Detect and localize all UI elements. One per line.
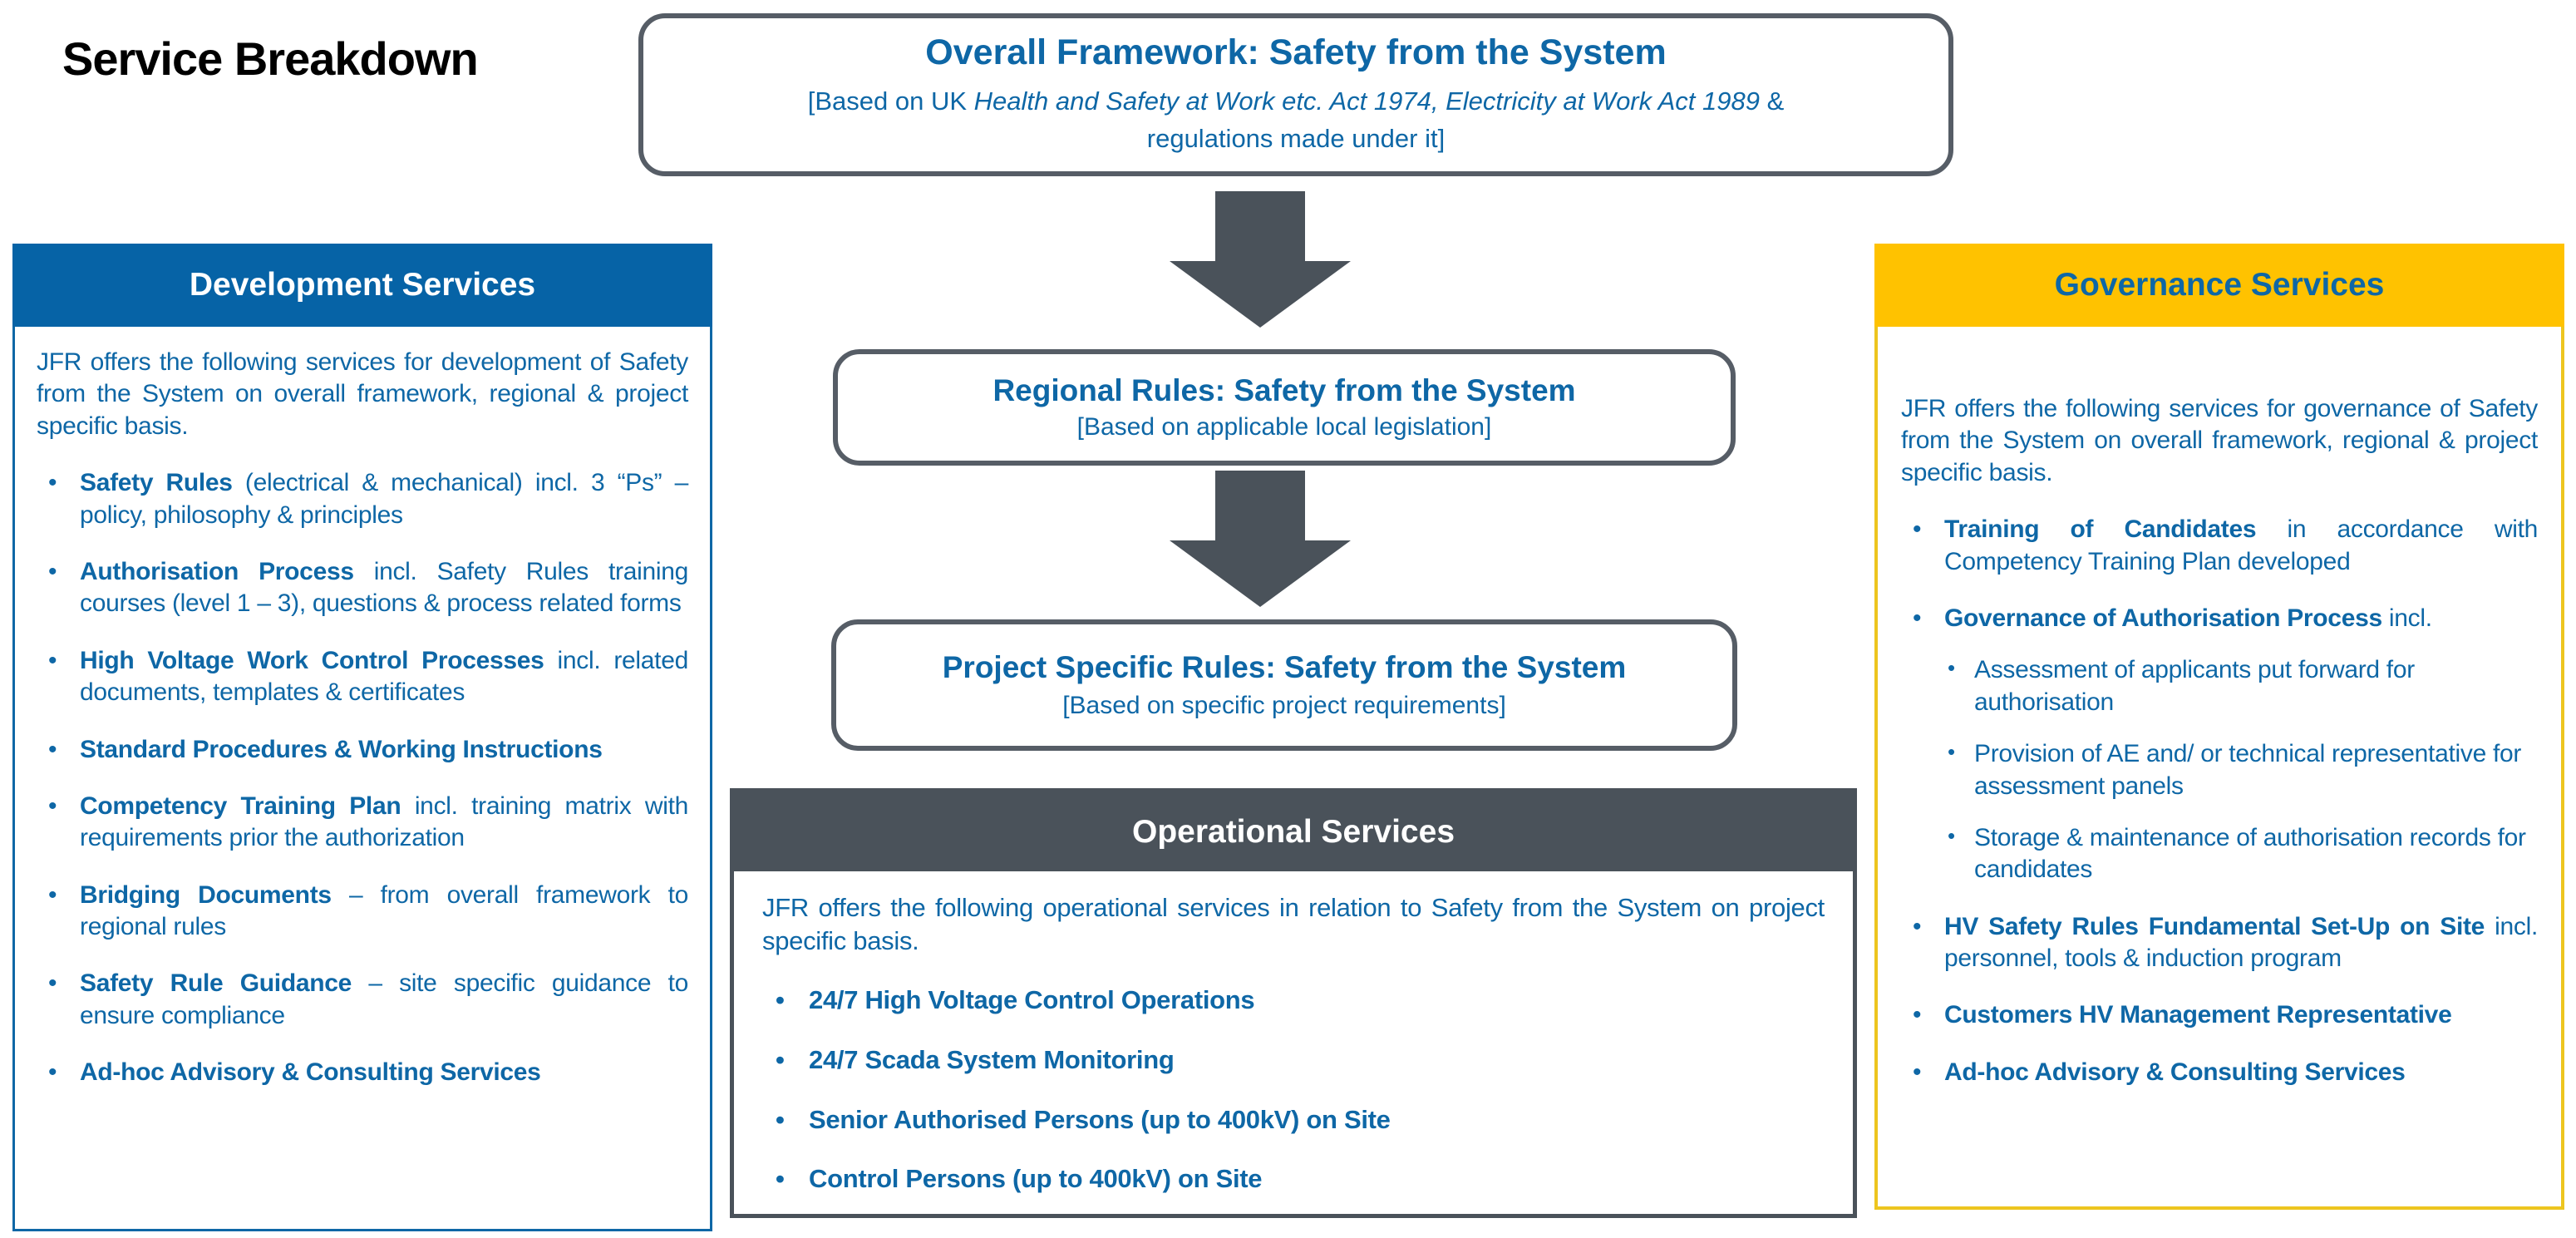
- bullet-rest-text: (electrical & mechanical) incl. 3 “Ps” – policy, philosophy & principles: [80, 469, 688, 529]
- list-item: [762, 984, 1825, 1017]
- list-item: [1901, 514, 2538, 578]
- bullet-rest-text: incl. Safety Rules training courses (level 1 – 3), questions & process related forms: [80, 557, 688, 618]
- project-specific-rules-subtitle: [Based on specific project requirements]: [1062, 692, 1506, 719]
- sub-bullet-text: Storage & maintenance of authorisation records for candidates: [1974, 823, 2526, 884]
- development-bullet-list: [37, 467, 688, 1088]
- bullet-rest-text: incl. training matrix with requirements prior the authorization: [80, 792, 689, 852]
- sub-bullet-text: Provision of AE and/ or technical representative for assessment panels: [1974, 740, 2522, 800]
- page-title: Service Breakdown: [62, 32, 478, 85]
- project-specific-rules-title: Project Specific Rules: Safety from the System: [942, 650, 1627, 684]
- subtitle-amp: &: [1759, 86, 1785, 116]
- governance-sub-list: [1944, 654, 2538, 885]
- list-item: [1944, 654, 2538, 718]
- bullet-lead-text: Customers HV Management Representative: [1944, 1001, 2452, 1029]
- overall-framework-box: [638, 13, 1953, 176]
- subtitle-line2: regulations made under it]: [1146, 123, 1446, 153]
- list-item: [1944, 738, 2538, 802]
- bullet-lead-text: Governance of Authorisation Process: [1944, 604, 2382, 632]
- list-item: [1901, 603, 2538, 886]
- development-intro: JFR offers the following services for development of Safety from the System on overall framework, regional & project specific basis.: [37, 348, 688, 440]
- list-item: [37, 791, 688, 855]
- bullet-lead-text: Safety Rule Guidance: [80, 969, 352, 998]
- bullet-lead-text: Authorisation Process: [80, 557, 354, 585]
- governance-services-header: Governance Services: [1874, 244, 2564, 327]
- regional-rules-box: [833, 349, 1736, 466]
- down-arrow-icon: [1170, 471, 1351, 607]
- bullet-lead-text: 24/7 Scada System Monitoring: [809, 1045, 1175, 1075]
- governance-services-panel: [1874, 244, 2564, 1210]
- bullet-lead-text: Safety Rules: [80, 469, 233, 497]
- list-item: [37, 880, 688, 944]
- list-item: [37, 1057, 688, 1088]
- operational-services-header: Operational Services: [734, 792, 1853, 871]
- bullet-rest-text: incl. personnel, tools & induction program: [1944, 912, 2539, 973]
- list-item: [762, 1162, 1825, 1196]
- bullet-lead-text: 24/7 High Voltage Control Operations: [809, 985, 1255, 1015]
- governance-bullet-list: [1901, 514, 2538, 1088]
- bullet-rest-text: – site specific guidance to ensure compliance: [80, 969, 688, 1029]
- list-item: [1901, 911, 2538, 975]
- subtitle-pre: [Based on UK: [807, 86, 974, 116]
- list-item: [37, 556, 688, 620]
- list-item: [1901, 999, 2538, 1031]
- bullet-lead-text: High Voltage Work Control Processes: [80, 646, 544, 674]
- operational-bullet-list: [762, 984, 1825, 1196]
- regional-rules-subtitle: [Based on applicable local legislation]: [1076, 413, 1492, 441]
- governance-intro: JFR offers the following services for governance of Safety from the System on overall framework, regional & project specific basis.: [1901, 395, 2538, 486]
- overall-framework-title: Overall Framework: Safety from the System: [925, 32, 1667, 72]
- subtitle-italic: Health and Safety at Work etc. Act 1974, Electricity at Work Act 1989: [973, 86, 1760, 116]
- operational-services-body: [734, 871, 1853, 1238]
- governance-services-body: [1874, 327, 2564, 1210]
- arrow-head: [1170, 261, 1351, 328]
- operational-intro: JFR offers the following operational services in relation to Safety from the System on project specific basis.: [762, 893, 1825, 955]
- list-item: [1901, 1057, 2538, 1088]
- bullet-rest-text: in accordance with Competency Training Plan developed: [1944, 515, 2538, 575]
- regional-rules-title: Regional Rules: Safety from the System: [992, 373, 1576, 407]
- arrow-shaft: [1215, 191, 1305, 263]
- bullet-rest-text: – from overall framework to regional rules: [80, 880, 688, 941]
- bullet-rest-text: incl.: [2381, 604, 2432, 632]
- bullet-lead-text: HV Safety Rules Fundamental Set-Up on Site: [1944, 912, 2485, 940]
- bullet-lead-text: Bridging Documents: [80, 880, 332, 909]
- development-services-panel: [12, 244, 712, 1231]
- bullet-lead-text: Control Persons (up to 400kV) on Site: [809, 1164, 1263, 1194]
- bullet-lead-text: Training of Candidates: [1944, 515, 2257, 544]
- sub-bullet-text: Assessment of applicants put forward for authorisation: [1974, 656, 2415, 716]
- operational-services-panel: [730, 788, 1857, 1218]
- list-item: [37, 968, 688, 1032]
- list-item: [37, 467, 688, 531]
- list-item: [37, 645, 688, 709]
- bullet-lead-text: Competency Training Plan: [80, 792, 401, 820]
- bullet-lead-text: Ad-hoc Advisory & Consulting Services: [1944, 1058, 2406, 1086]
- development-services-header: Development Services: [12, 244, 712, 327]
- overall-framework-subtitle: [808, 83, 1785, 158]
- project-specific-rules-box: [831, 619, 1737, 751]
- down-arrow-icon: [1170, 191, 1351, 328]
- list-item: [762, 1103, 1825, 1137]
- list-item: [1944, 822, 2538, 886]
- bullet-lead-text: Ad-hoc Advisory & Consulting Services: [80, 1058, 541, 1087]
- list-item: [37, 734, 688, 766]
- arrow-shaft: [1215, 471, 1305, 542]
- bullet-lead-text: Standard Procedures & Working Instructions: [80, 735, 603, 763]
- bullet-lead-text: Senior Authorised Persons (up to 400kV) on Site: [809, 1104, 1391, 1134]
- development-services-body: [12, 327, 712, 1231]
- bullet-rest-text: incl. related documents, templates & certificates: [80, 646, 688, 707]
- arrow-head: [1170, 540, 1351, 607]
- list-item: [762, 1043, 1825, 1077]
